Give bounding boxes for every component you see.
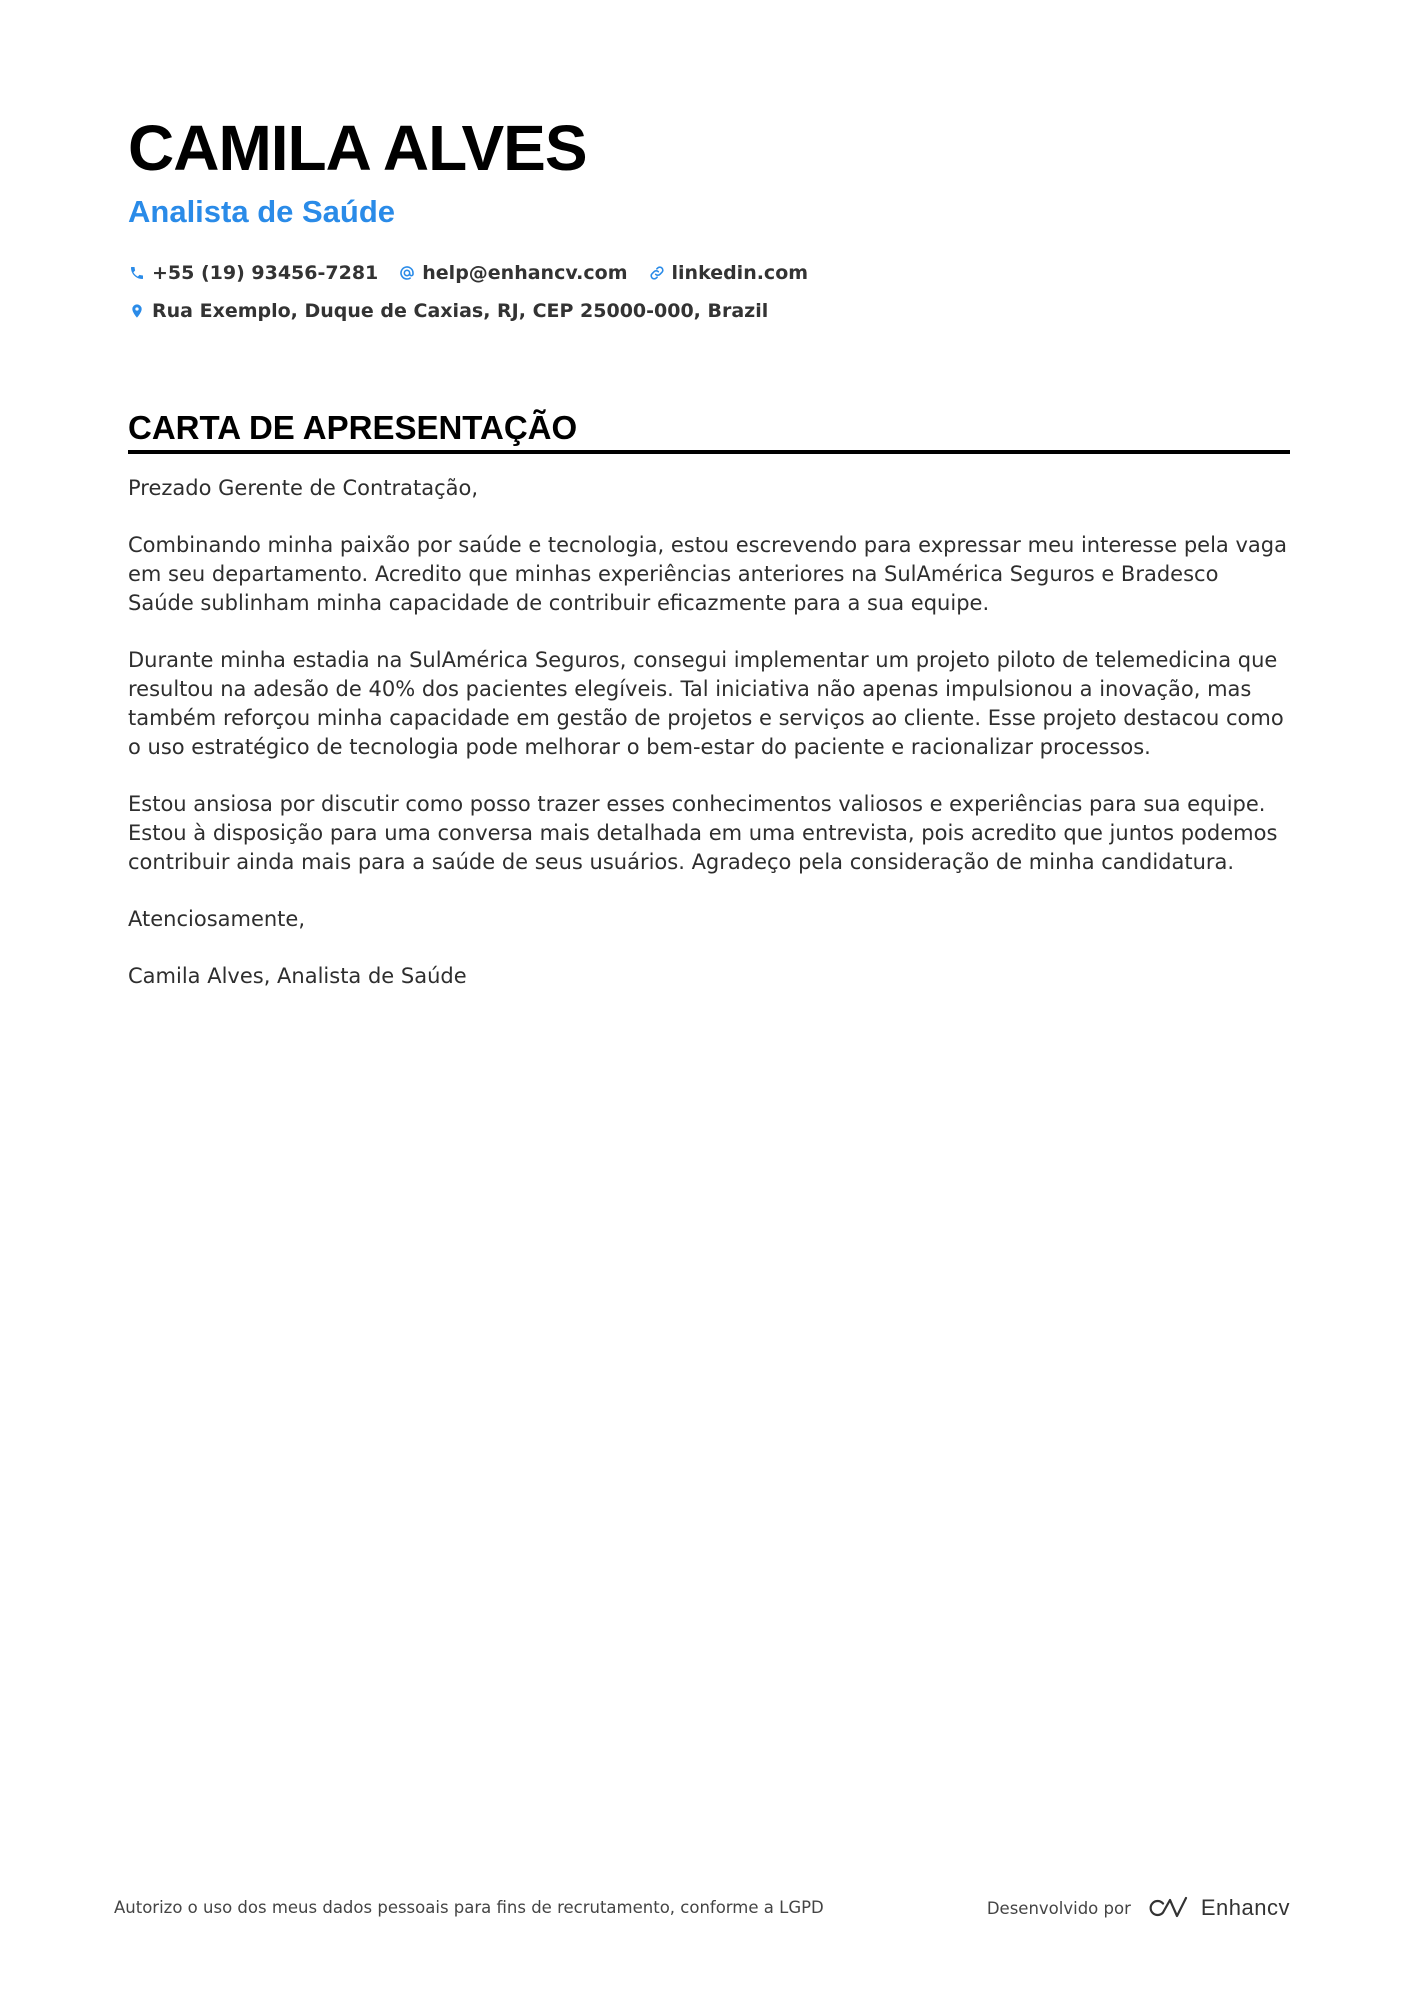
location-pin-icon bbox=[128, 302, 146, 320]
brand-name: Enhancv bbox=[1200, 1895, 1290, 1920]
letter-paragraph: Durante minha estadia na SulAmérica Seguros, consegui implementar um projeto piloto de telemedicina que resultou na adesão de 40% dos pacientes elegíveis. Tal iniciativa não apenas impulsionou a inovação, mas também reforçou minha capacidade em gestão de projetos e serviços ao cliente. Esse projeto destacou como o uso estratégico de tecnologia pode melhorar o bem-estar do paciente e racionalizar processos. bbox=[128, 648, 1284, 759]
powered-by[interactable] bbox=[987, 1890, 1290, 1926]
page-footer bbox=[114, 1890, 1290, 1930]
contact-link[interactable] bbox=[648, 262, 809, 284]
candidate-name: CAMILA ALVES bbox=[128, 112, 587, 184]
letter-closing: Atenciosamente, bbox=[128, 907, 306, 931]
section-title: CARTA DE APRESENTAÇÃO bbox=[128, 408, 1290, 454]
powered-by-label: Desenvolvido por bbox=[986, 1898, 1131, 1918]
address-text: Rua Exemplo, Duque de Caxias, RJ, CEP 25000-000, Brazil bbox=[152, 300, 769, 322]
email-text[interactable]: help@enhancv.com bbox=[422, 262, 628, 284]
resume-header bbox=[128, 108, 1288, 330]
candidate-title: Analista de Saúde bbox=[128, 194, 396, 229]
contact-address bbox=[128, 300, 768, 322]
phone-text: +55 (19) 93456-7281 bbox=[152, 262, 379, 284]
lgpd-consent: Autorizo o uso dos meus dados pessoais para fins de recrutamento, conforme a LGPD bbox=[114, 1898, 824, 1917]
letter-paragraph: Combinando minha paixão por saúde e tecnologia, estou escrevendo para expressar meu interesse pela vaga em seu departamento. Acredito que minhas experiências anteriores na SulAmérica Seguros e Bradesco Saúde sublinham minha capacidade de contribuir eficazmente para a sua equipe. bbox=[128, 533, 1287, 615]
phone-icon bbox=[128, 264, 146, 282]
letter-paragraph: Estou ansiosa por discutir como posso trazer esses conhecimentos valiosos e experiências para sua equipe. Estou à disposição para uma conversa mais detalhada em uma entrevista, pois acredito que juntos podemos contribuir ainda mais para a saúde de seus usuários. Agradeço pela consideração de minha candidatura. bbox=[128, 792, 1278, 874]
contact-row-2 bbox=[128, 292, 1288, 330]
at-icon bbox=[398, 264, 416, 282]
link-icon bbox=[648, 264, 666, 282]
link-text[interactable]: linkedin.com bbox=[671, 262, 809, 284]
letter-signature: Camila Alves, Analista de Saúde bbox=[128, 964, 467, 988]
letter-body bbox=[128, 474, 1290, 991]
cover-letter-section bbox=[128, 408, 1290, 1019]
letter-greeting: Prezado Gerente de Contratação, bbox=[128, 476, 479, 500]
contact-email[interactable] bbox=[398, 262, 627, 284]
enhancv-logo-icon[interactable] bbox=[1143, 1895, 1290, 1921]
contact-info bbox=[128, 254, 1288, 330]
contact-phone bbox=[128, 262, 378, 284]
contact-row-1 bbox=[128, 254, 1288, 292]
